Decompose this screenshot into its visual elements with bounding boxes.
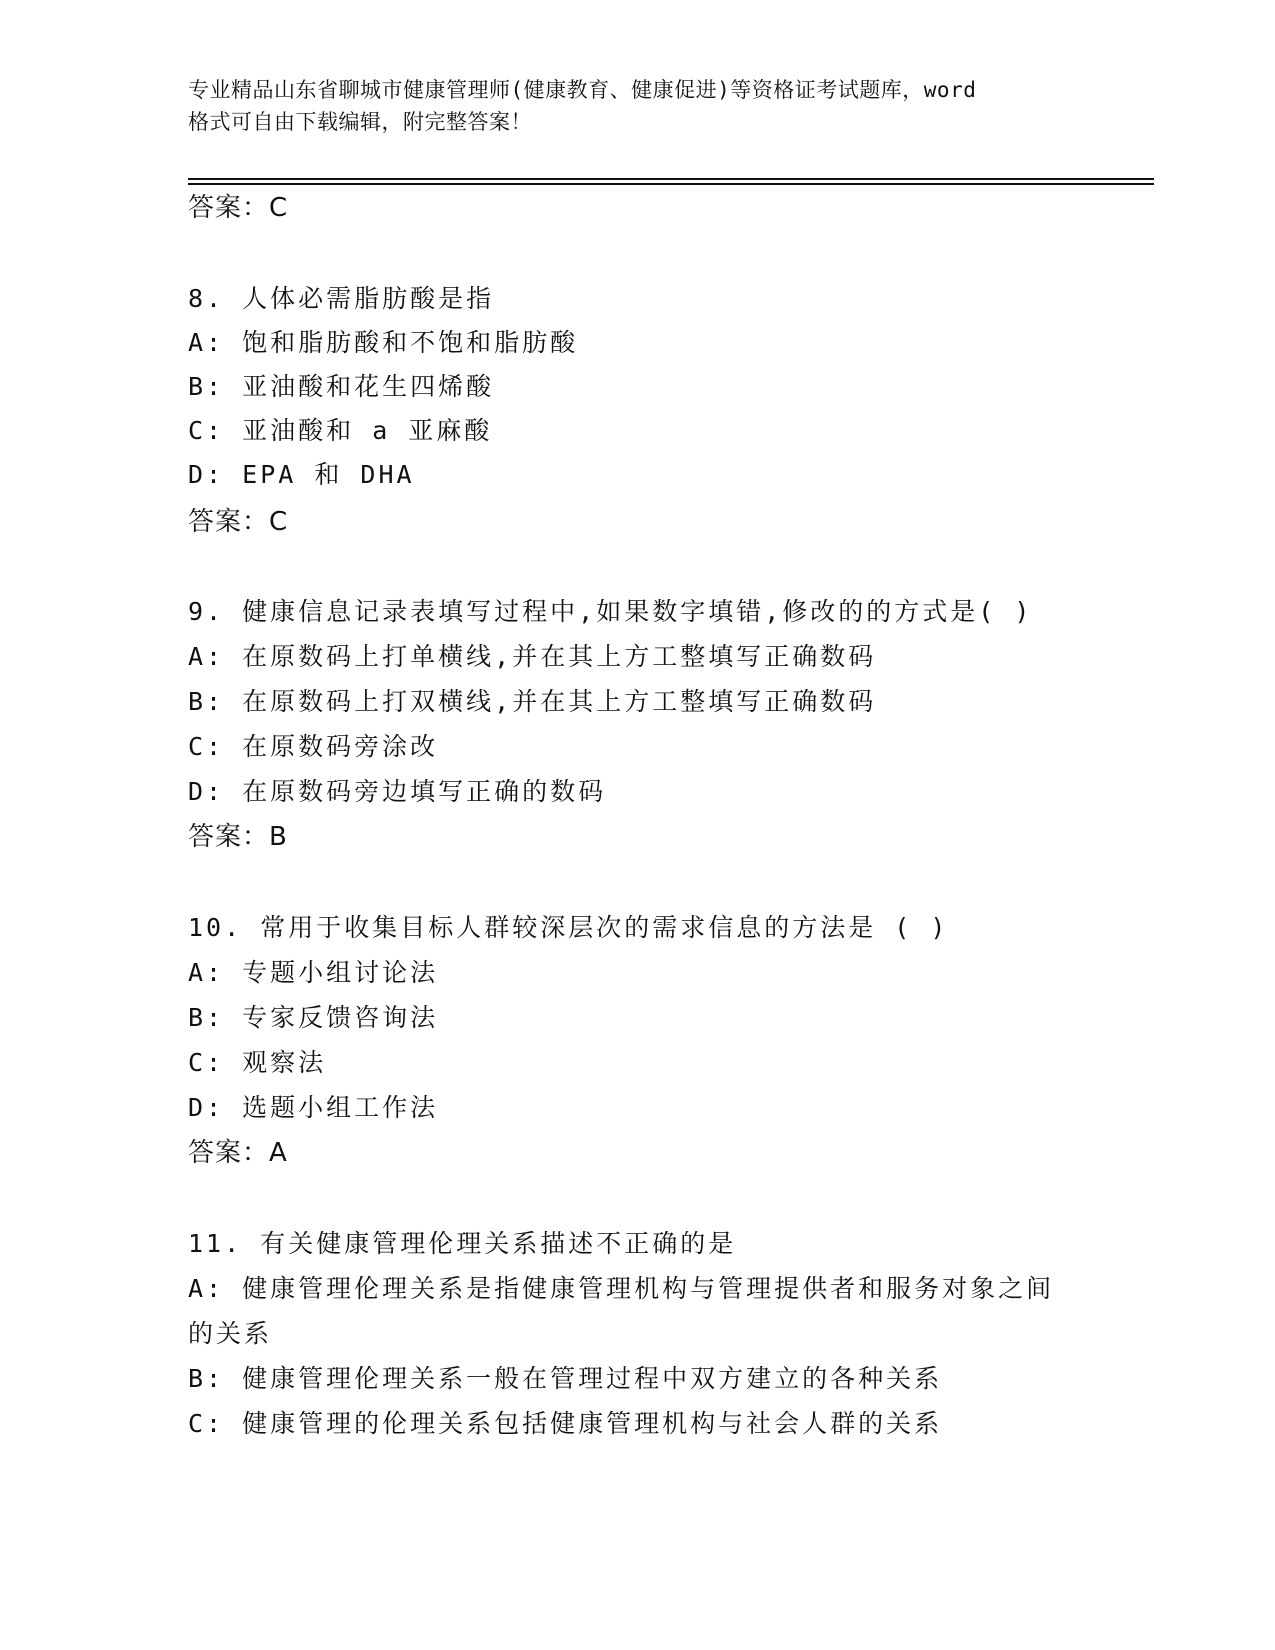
question-9-option-b: B: 在原数码上打双横线,并在其上方工整填写正确数码: [188, 687, 877, 716]
answer-previous: 答案：C: [188, 193, 289, 223]
question-8-text: 8. 人体必需脂肪酸是指: [188, 284, 495, 313]
question-10-option-a: A: 专题小组讨论法: [188, 958, 439, 987]
question-8-option-a: A: 饱和脂肪酸和不饱和脂肪酸: [188, 328, 579, 357]
question-10-option-d: D: 选题小组工作法: [188, 1093, 439, 1122]
question-9-answer: 答案：B: [188, 822, 288, 852]
question-11-option-c: C: 健康管理的伦理关系包括健康管理机构与社会人群的关系: [188, 1409, 943, 1438]
document-header: [188, 74, 1088, 138]
question-11-option-a: A: 健康管理伦理关系是指健康管理机构与管理提供者和服务对象之间: [188, 1274, 1055, 1303]
question-9-option-d: D: 在原数码旁边填写正确的数码: [188, 777, 607, 806]
question-8-option-b: B: 亚油酸和花生四烯酸: [188, 372, 495, 401]
question-10-option-b: B: 专家反馈咨询法: [188, 1003, 439, 1032]
question-9-option-a: A: 在原数码上打单横线,并在其上方工整填写正确数码: [188, 642, 877, 671]
question-11-text: 11. 有关健康管理伦理关系描述不正确的是: [188, 1229, 737, 1258]
header-line-2: 格式可自由下载编辑，附完整答案！: [188, 110, 532, 134]
header-divider-top: [188, 178, 1154, 180]
question-8-answer: 答案：C: [188, 507, 289, 537]
question-8-option-d: D: EPA 和 DHA: [188, 460, 415, 489]
question-8-option-c: C: 亚油酸和 a 亚麻酸: [188, 416, 493, 445]
header-divider-bottom: [188, 183, 1154, 185]
header-line-1: 专业精品山东省聊城市健康管理师(健康教育、健康促进)等资格证考试题库，word: [188, 78, 977, 102]
question-11-option-b: B: 健康管理伦理关系一般在管理过程中双方建立的各种关系: [188, 1364, 943, 1393]
question-10-option-c: C: 观察法: [188, 1048, 327, 1077]
question-11-option-a-continued: 的关系: [188, 1319, 273, 1348]
question-10-text: 10. 常用于收集目标人群较深层次的需求信息的方法是 ( ): [188, 913, 949, 942]
question-9-text: 9. 健康信息记录表填写过程中,如果数字填错,修改的的方式是( ): [188, 597, 1033, 626]
question-9-option-c: C: 在原数码旁涂改: [188, 732, 439, 761]
question-10-answer: 答案：A: [188, 1138, 288, 1168]
